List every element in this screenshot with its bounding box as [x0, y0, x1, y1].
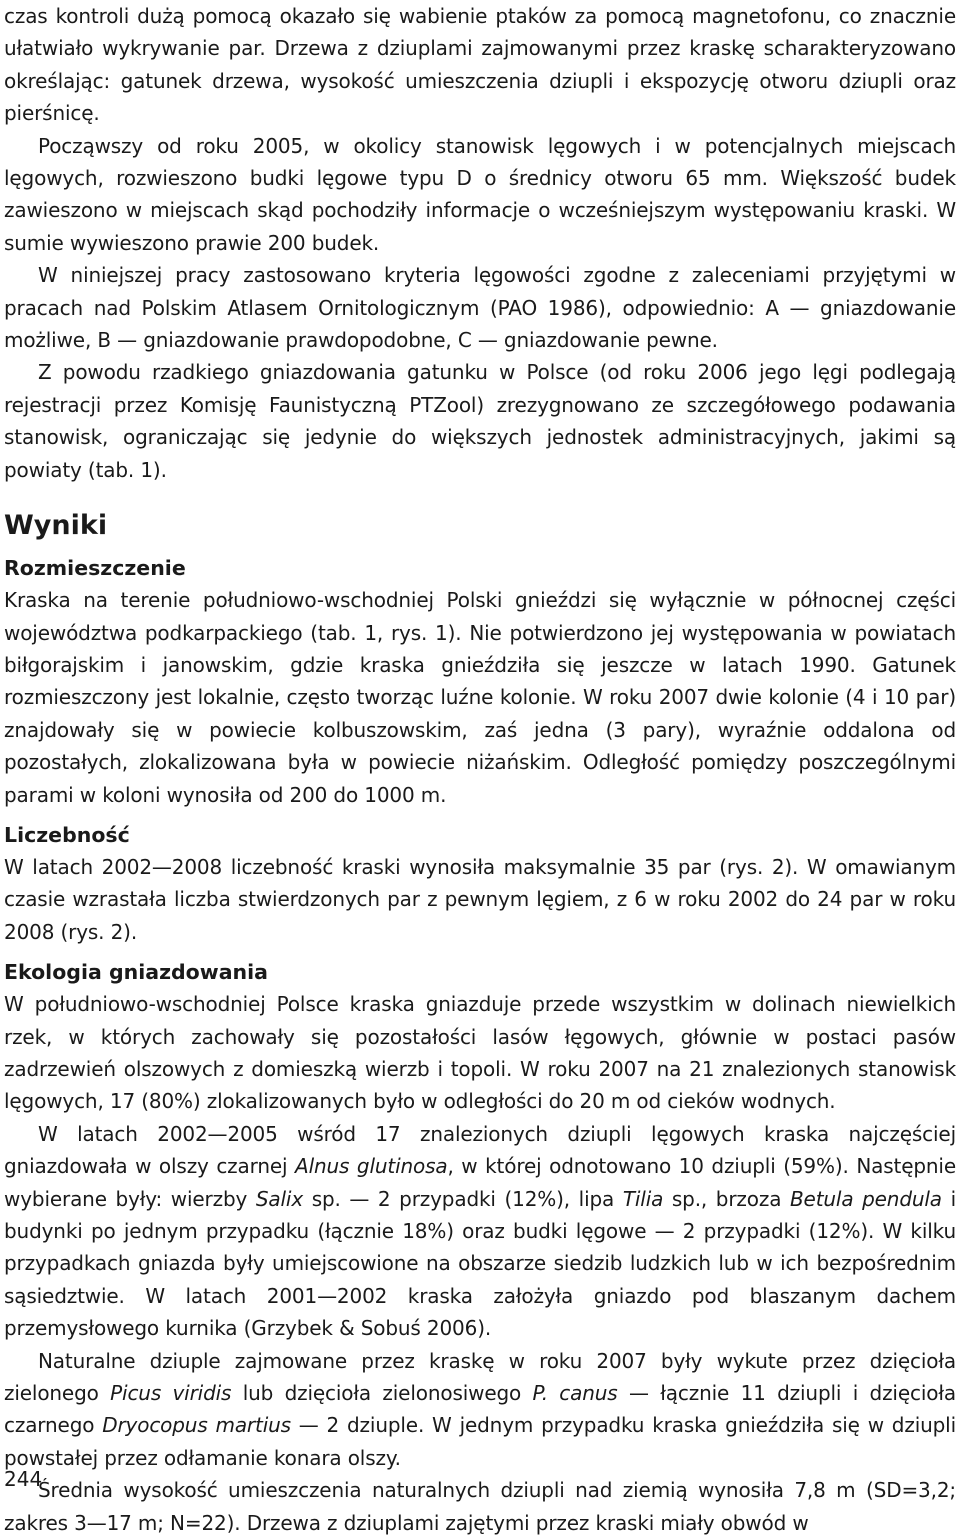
- page-number: 244: [4, 1467, 43, 1491]
- species-name-picus: Picus viridis: [110, 1381, 232, 1406]
- subheading-abundance: Liczebność: [4, 822, 130, 847]
- paragraph-natural-cavities: [4, 1345, 956, 1475]
- text-run: , w której odnotowano 10 dziupli (59%). Następnie wybierane były: wierzby: [4, 1154, 956, 1211]
- text-run: sp., brzoza: [663, 1186, 790, 1211]
- paragraph-site-reporting: Z powodu rzadkiego gniazdowania gatunku w Polsce (od roku 2006 jego lęgi podlegają rejestracji przez Komisję Faunistyczną PTZool) zrezygnowano ze szczegółowego podawania stanowisk, ograniczając się jedynie do większych jednostek administracyjnych, jakimi są powiaty (tab. 1).: [4, 360, 956, 482]
- species-name-alnus: Alnus glutinosa: [295, 1154, 448, 1179]
- subheading-nesting-ecology: Ekologia gniazdowania: [4, 960, 268, 985]
- text-run: W latach 2002—2005 wśród 17 znalezionych dziupli lęgowych kraska najczęściej gniazdowała w olszy czarnej: [4, 1121, 956, 1179]
- paragraph-nest-trees: [4, 1118, 956, 1345]
- text-run: i budynki po jednym przypadku (łącznie 18%) oraz budki lęgowe — 2 przypadki (12%). W kilku przypadkach gniazda były umiejscowione na obszarze siedzib ludzkich lub w ich bezpośrednim sąsiedztwie. W latach 2001—2002 kraska założyła gniazdo pod blaszanym dachem przemysłowego kurnika (Grzybek & Sobuś 2006).: [4, 1186, 956, 1341]
- paragraph-cavity-height: Średnia wysokość umieszczenia naturalnych dziupli nad ziemią wynosiła 7,8 m (SD=3,2; zakres 3—17 m; N=22). Drzewa z dziuplami zajętymi przez kraski miały obwód w: [4, 1478, 956, 1535]
- text-run: — 2 dziuple. W jednym przypadku kraska gnieździła się w dziupli powstałej przez odłamanie konara olszy.: [4, 1413, 956, 1470]
- text-run: Naturalne dziuple zajmowane przez kraskę w roku 2007 były wykute przez dzięcioła zielonego: [4, 1348, 956, 1406]
- paragraph-abundance: W latach 2002—2008 liczebność kraski wynosiła maksymalnie 35 par (rys. 2). W omawianym czasie wzrastała liczba stwierdzonych par z pewnym lęgiem, z 6 w roku 2002 do 24 par w roku 2008 (rys. 2).: [4, 854, 956, 944]
- text-run: sp. — 2 przypadki (12%), lipa: [303, 1186, 623, 1211]
- text-run: — łącznie 11 dziupli i dzięcioła czarnego: [4, 1381, 956, 1438]
- subheading-distribution: Rozmieszczenie: [4, 556, 186, 581]
- section-title-results: Wyniki: [4, 510, 108, 542]
- species-name-tilia: Tilia: [622, 1186, 664, 1211]
- paragraph-distribution: Kraska na terenie południowo-wschodniej Polski gnieździ się wyłącznie w północnej części województwa podkarpackiego (tab. 1, rys. 1). Nie potwierdzono jej występowania w powiatach biłgorajskim i janowskim, gdzie kraska gnieździła się jeszcze w latach 1990. Gatunek rozmieszczony jest lokalnie, często tworząc luźne kolonie. W roku 2007 dwie kolonie (4 i 10 par) znajdowały się w powiecie kolbuszowskim, zaś jedna (3 pary), wyraźnie oddalona od pozostałych, zlokalizowana była w powiecie niżańskim. Odległość pomiędzy poszczególnymi parami w koloni wynosiła od 200 do 1000 m.: [4, 588, 956, 807]
- paragraph-nest-boxes: Począwszy od roku 2005, w okolicy stanowisk lęgowych i w potencjalnych miejscach lęgowych, rozwieszono budki lęgowe typu D o średnicy otworu 65 mm. Większość budek zawieszono w miejscach skąd pochodziły informacje o wcześniejszym występowaniu kraski. W sumie wywieszono prawie 200 budek.: [4, 133, 956, 255]
- text-run: lub dzięcioła zielonosiwego: [231, 1381, 533, 1406]
- species-name-canus: P. canus: [532, 1381, 618, 1406]
- paragraph-habitat: W południowo-wschodniej Polsce kraska gniazduje przede wszystkim w dolinach niewielkich rzek, w których zachowały się pozostałości lasów łęgowych, głównie w postaci pasów zadrzewień olszowych z domieszką wierzb i topoli. W roku 2007 na 21 znalezionych stanowisk lęgowych, 17 (80%) zlokalizowanych było w odległości do 20 m od cieków wodnych.: [4, 992, 956, 1114]
- paragraph-breeding-criteria: W niniejszej pracy zastosowano kryteria lęgowości zgodne z zaleceniami przyjętymi w pracach nad Polskim Atlasem Ornitologicznym (PAO 1986), odpowiednio: A — gniazdowanie możliwe, B — gniazdowanie prawdopodobne, C — gniazdowanie pewne.: [4, 263, 956, 353]
- species-name-betula: Betula pendula: [789, 1186, 942, 1211]
- species-name-salix: Salix: [255, 1186, 304, 1211]
- page-content: [4, 0, 956, 1539]
- species-name-dryocopus: Dryocopus martius: [102, 1413, 291, 1438]
- paragraph-method-recording: czas kontroli dużą pomocą okazało się wabienie ptaków za pomocą magnetofonu, co znacznie ułatwiało wykrywanie par. Drzewa z dziuplami zajmowanymi przez kraskę scharakteryzowano określając: gatunek drzewa, wysokość umieszczenia dziupli i ekspozycję otworu dziupli oraz pierśnicę.: [4, 4, 956, 126]
